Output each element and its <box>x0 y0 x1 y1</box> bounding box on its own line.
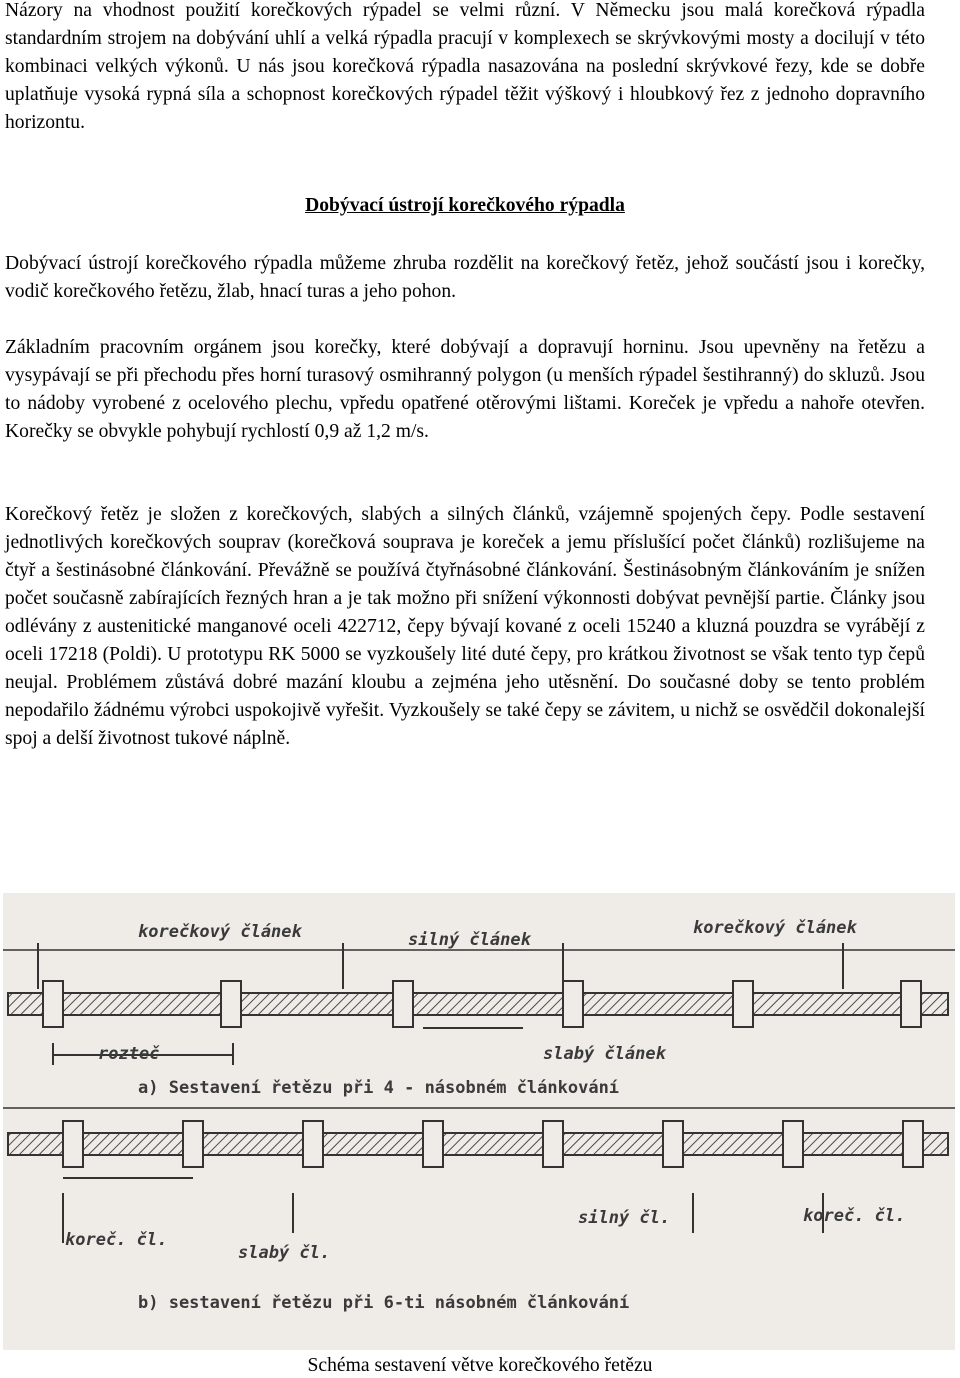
label-slaby-clanek: slabý článek <box>543 1044 666 1064</box>
label-korecek-clanek-left: korečkový článek <box>138 922 302 942</box>
label-korec-cl-left: koreč. čl. <box>65 1230 168 1250</box>
label-korec-cl-right: koreč. čl. <box>803 1206 906 1226</box>
label-slaby-cl: slabý čl. <box>238 1243 331 1263</box>
figure-caption: Schéma sestavení větve korečkového řetězu <box>307 1355 653 1376</box>
chain-schematic-figure <box>3 893 955 1350</box>
figure-caption-b: b) sestavení řetězu při 6-ti násobném článkování <box>138 1293 630 1313</box>
label-korecek-clanek-right: korečkový článek <box>693 918 857 938</box>
intro-paragraph: Názory na vhodnost použití korečkových rýpadel se velmi různí. V Německu jsou malá korečková rýpadla standardním strojem na dobývání uhlí a velká rýpadla pracují v komplexech se skrývkovými mosty a docilují v této kombinaci velkých výkonů. U nás jsou korečková rýpadla nasazována na poslední skrývkové řezy, kde se dobře uplatňuje vysoká rypná síla a schopnost korečkových rýpadel těžit výškový i hloubkový řez z jednoho dopravního horizontu. <box>5 0 925 133</box>
section-heading: Dobývací ústrojí korečkového rýpadla <box>305 195 625 216</box>
paragraph-dobyvaci-ustroji: Dobývací ústrojí korečkového rýpadla můžeme zhruba rozdělit na korečkový řetěz, jehož součástí jsou i korečky, vodič korečkového řetězu, žlab, hnací turas a jeho pohon. <box>5 253 925 302</box>
paragraph-korecky-retez: Korečkový řetěz je složen z korečkových, slabých a silných článků, vzájemně spojených čepy. Podle sestavení jednotlivých korečkových souprav (korečková souprava je koreček a jemu příslušící počet článků) rozlišujeme na čtyř a šestinásobné článkování. Převážně se používá čtyřnásobné článkování. Šestinásobným článkováním je snížen počet současně zabírajících řezných hran a je tak možno při snížení výkonnosti dobývat pevnější partie. Články jsou odlévány z austenitické manganové oceli 422712, čepy bývají kované z oceli 15240 a kluzná pouzdra se vyrábějí z oceli 17218 (Poldi). U prototypu RK 5000 se vyzkoušely lité duté čepy, pro krátkou životnost se však tento typ čepů neujal. Problémem zůstává dobré mazání kloubu a zejména jeho utěsnění. Do současné doby se tento problém nepodařilo žádnému výrobci uspokojivě vyřešit. Vyzkoušely se také čepy se závitem, u nichž se osvědčil dokonalejší spoj a delší životnost tukové náplně. <box>5 504 925 749</box>
label-silny-clanek: silný článek <box>408 930 531 950</box>
paragraph-korecky: Základním pracovním orgánem jsou korečky, které dobývají a dopravují horninu. Jsou upevněny na řetězu a vysypávají se při přechodu přes horní turasový osmihranný polygon (u menších rýpadel šestihranný) do skluzů. Jsou to nádoby vyrobené z ocelového plechu, vpředu opatřené otěrovými lištami. Koreček je vpředu a nahoře otevřen. Korečky se obvykle pohybují rychlostí 0,9 až 1,2 m/s. <box>5 337 925 442</box>
figure-caption-a: a) Sestavení řetězu při 4 - násobném článkování <box>138 1078 620 1098</box>
chain-schematic-drawing <box>3 893 955 1350</box>
label-roztec: rozteč <box>98 1044 160 1064</box>
label-silny-cl: silný čl. <box>578 1208 671 1228</box>
